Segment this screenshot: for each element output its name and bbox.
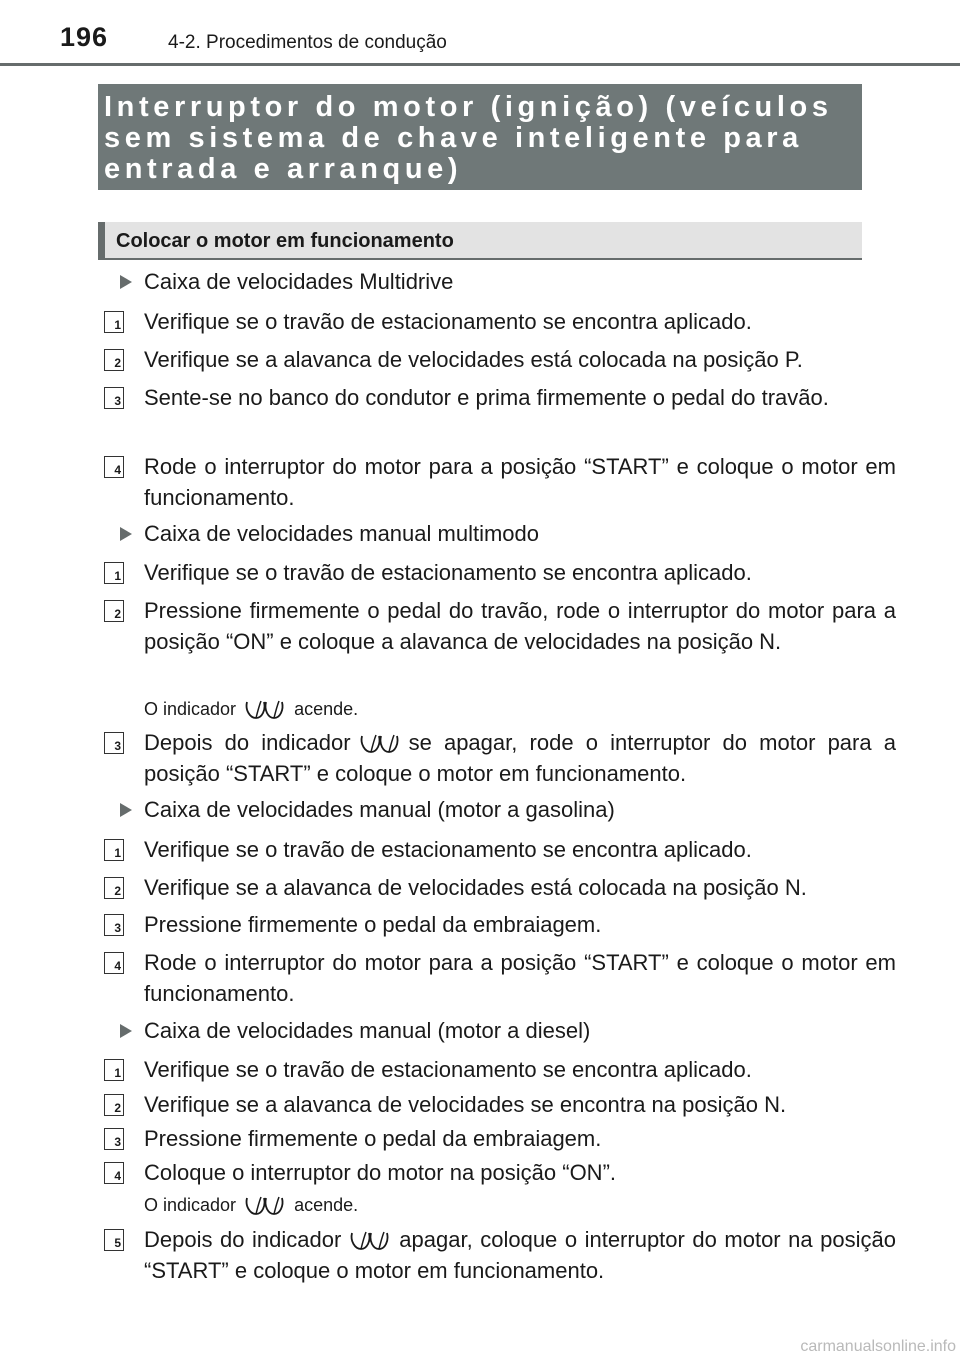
- step-item: [104, 557, 896, 588]
- chapter-title: 4-2. Procedimentos de condução: [168, 32, 447, 53]
- step-number-box: 3: [104, 914, 124, 936]
- step-item: [104, 344, 896, 375]
- subheading-text: Caixa de velocidades manual multimodo: [144, 521, 539, 546]
- step-text: Verifique se o travão de estacionamento se encontra aplicado.: [144, 1057, 752, 1082]
- step-text: Pressione firmemente o pedal da embraiagem.: [144, 1126, 602, 1151]
- step-text: Verifique se o travão de estacionamento se encontra aplicado.: [144, 309, 752, 334]
- page-number: 196: [60, 22, 109, 52]
- step-number-box: 3: [104, 387, 124, 409]
- step-number-box: 3: [104, 732, 124, 754]
- step-item: [104, 451, 896, 513]
- glow-plug-indicator-icon: [244, 698, 286, 722]
- step-text: Verifique se a alavanca de velocidades está colocada na posição P.: [144, 347, 803, 372]
- subheading-text: Caixa de velocidades manual (motor a gasolina): [144, 797, 615, 822]
- step-text: Coloque o interruptor do motor na posição “ON”.: [144, 1160, 617, 1185]
- triangle-bullet-icon: [120, 527, 132, 541]
- subheading-text: Caixa de velocidades Multidrive: [144, 269, 454, 294]
- step-number-box: 2: [104, 349, 124, 371]
- step-item: [104, 872, 896, 903]
- triangle-bullet-icon: [120, 803, 132, 817]
- step-item: [104, 1089, 896, 1120]
- step-number-box: 1: [104, 839, 124, 861]
- page-title: Interruptor do motor (ignição) (veículos sem sistema de chave inteligente para entrada e arranque): [104, 91, 833, 185]
- step-item: [104, 382, 896, 413]
- section-title: Colocar o motor em funcionamento: [116, 230, 454, 252]
- note-text-after: acende.: [294, 1195, 359, 1215]
- indicator-note: [104, 697, 896, 722]
- watermark: carmanualsonline.info: [800, 1338, 956, 1355]
- subheading-manual-petrol: [104, 795, 896, 825]
- step-number-box: 3: [104, 1128, 124, 1150]
- step-item: [104, 727, 896, 789]
- subheading-manual-multimode: [104, 519, 896, 549]
- step-number-box: 4: [104, 456, 124, 478]
- step-item: [104, 1054, 896, 1085]
- step-number-box: 2: [104, 877, 124, 899]
- step-text-before: Depois do indicador: [144, 730, 351, 755]
- step-text: Rode o interruptor do motor para a posição “START” e coloque o motor em funcionamento.: [144, 950, 896, 1006]
- subheading-manual-diesel: [104, 1016, 896, 1046]
- subheading-text: Caixa de velocidades manual (motor a diesel): [144, 1018, 591, 1043]
- step-item: [104, 595, 896, 657]
- step-text: Rode o interruptor do motor para a posição “START” e coloque o motor em funcionamento.: [144, 454, 896, 510]
- step-number-box: 1: [104, 562, 124, 584]
- step-number-box: 1: [104, 311, 124, 333]
- subheading-multidrive: [104, 267, 896, 297]
- step-text: Pressione firmemente o pedal da embraiagem.: [144, 912, 602, 937]
- note-text-after: acende.: [294, 699, 359, 719]
- step-item: [104, 834, 896, 865]
- glow-plug-indicator-icon: [359, 732, 401, 756]
- step-item: [104, 1123, 896, 1154]
- step-text-before: Depois do indicador: [144, 1227, 342, 1252]
- step-text-after: se apagar, rode o interruptor do motor para a posição “START” e coloque o motor em funcionamento.: [144, 730, 896, 786]
- glow-plug-indicator-icon: [244, 1194, 286, 1218]
- step-item: [104, 909, 896, 940]
- step-text: Verifique se o travão de estacionamento se encontra aplicado.: [144, 837, 752, 862]
- step-item: [104, 306, 896, 337]
- triangle-bullet-icon: [120, 275, 132, 289]
- step-text-after: apagar, coloque o interruptor do motor na posição “START” e coloque o motor em funcionamento.: [144, 1227, 896, 1283]
- step-text: Verifique se a alavanca de velocidades está colocada na posição N.: [144, 875, 807, 900]
- step-number-box: 2: [104, 600, 124, 622]
- step-text: Pressione firmemente o pedal do travão, rode o interruptor do motor para a posição “ON” e coloque a alavanca de velocidades na posição N.: [144, 598, 896, 654]
- step-item: [104, 1157, 896, 1188]
- note-text-before: O indicador: [144, 1195, 237, 1215]
- triangle-bullet-icon: [120, 1024, 132, 1038]
- step-number-box: 1: [104, 1059, 124, 1081]
- step-item: [104, 947, 896, 1009]
- step-text: Verifique se a alavanca de velocidades se encontra na posição N.: [144, 1092, 787, 1117]
- step-number-box: 2: [104, 1094, 124, 1116]
- indicator-note: [104, 1193, 896, 1218]
- step-text: Verifique se o travão de estacionamento se encontra aplicado.: [144, 560, 752, 585]
- glow-plug-indicator-icon: [349, 1229, 391, 1253]
- step-text: Sente-se no banco do condutor e prima firmemente o pedal do travão.: [144, 385, 829, 410]
- step-number-box: 5: [104, 1229, 124, 1251]
- step-item: [104, 1224, 896, 1286]
- step-number-box: 4: [104, 952, 124, 974]
- note-text-before: O indicador: [144, 699, 237, 719]
- step-number-box: 4: [104, 1162, 124, 1184]
